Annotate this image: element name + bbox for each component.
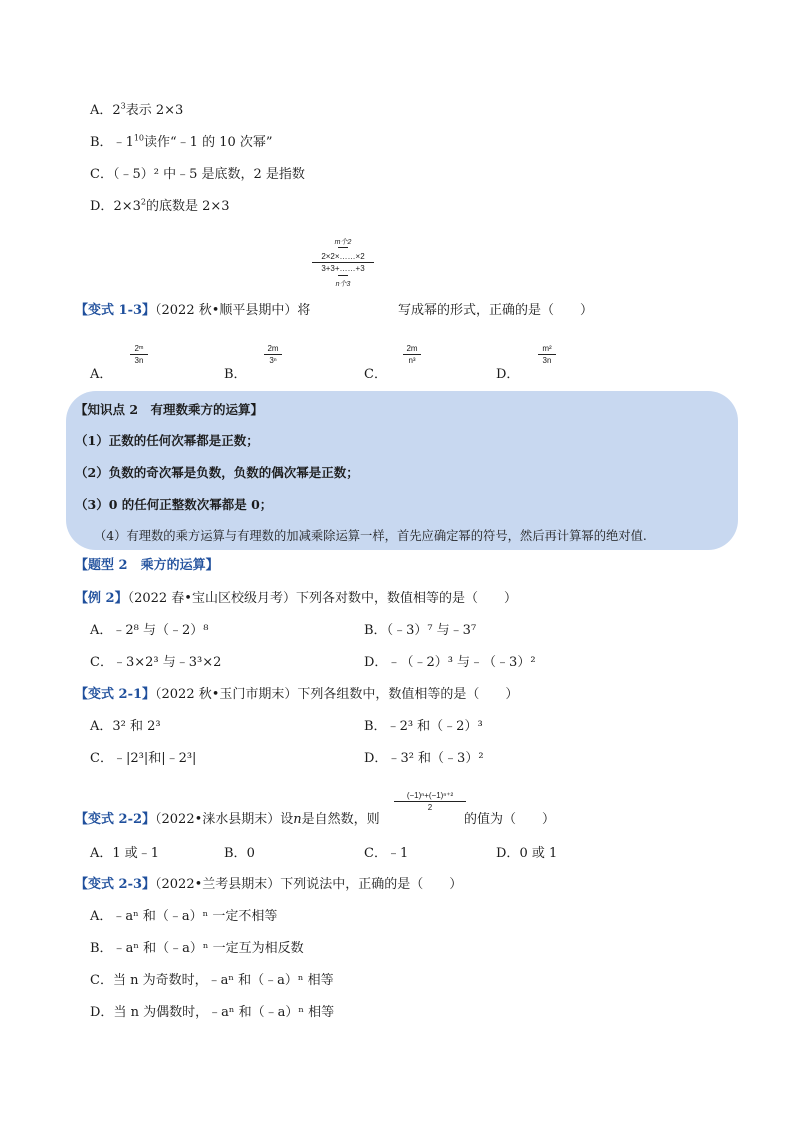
v13-option-c-fraction: 2m n³ xyxy=(403,344,421,365)
v22-option-b: B．0 xyxy=(224,846,255,861)
v13-option-d-fraction: m² 3n xyxy=(538,344,556,365)
ex2-option-a: A．﹣2⁸ 与（﹣2）⁸ xyxy=(90,623,209,638)
v23-option-c: C．当 n 为奇数时，﹣aⁿ 和（﹣a）ⁿ 相等 xyxy=(90,973,334,988)
v13-option-d-label: D． xyxy=(496,367,520,382)
option-d: D．$2\times 3^2$的底数是 2×3 xyxy=(90,197,230,214)
v21-option-b: B．﹣2³ 和（﹣2）³ xyxy=(364,719,483,734)
knowledge-box xyxy=(66,391,738,550)
v13-option-a-fraction: 2ᵐ 3n xyxy=(130,344,148,365)
variant-2-2-tail: 的值为（ ） xyxy=(464,812,556,827)
v23-option-d: D．当 n 为偶数时，﹣aⁿ 和（﹣a）ⁿ 相等 xyxy=(90,1005,335,1020)
knowledge-title: 【知识点 2 有理数乘方的运算】 xyxy=(75,402,264,417)
v13-option-c-label: C． xyxy=(364,367,387,382)
variant-2-3-stem: 【变式 2-3】（2022•兰考县期末）下列说法中，正确的是（ ） xyxy=(75,877,463,892)
power-expression: m个2 2×2×……×2 3+3+……+3 n个3 xyxy=(312,238,374,289)
variant-2-1-stem: 【变式 2-1】（2022 秋•玉门市期末）下列各组数中，数值相等的是（ ） xyxy=(75,687,519,702)
ex2-option-b: B．（﹣3）⁷ 与﹣3⁷ xyxy=(364,623,477,638)
knowledge-item-2: （2）负数的奇次幂是负数，负数的偶次幂是正数； xyxy=(75,465,359,480)
example-2-stem: 【例 2】（2022 春•宝山区校级月考）下列各对数中，数值相等的是（ ） xyxy=(75,591,517,606)
ex2-option-c: C．﹣3×2³ 与﹣3³×2 xyxy=(90,655,222,670)
v23-option-a: A．﹣aⁿ 和（﹣a）ⁿ 一定不相等 xyxy=(90,909,278,924)
v13-option-b-label: B． xyxy=(224,367,247,382)
v22-option-c: C．﹣1 xyxy=(364,846,409,861)
v21-option-c: C．﹣|2³|和|﹣2³| xyxy=(90,751,197,766)
variant-1-3-tail: 写成幂的形式，正确的是（ ） xyxy=(398,303,594,318)
knowledge-item-1: （1）正数的任何次幂都是正数； xyxy=(75,433,259,448)
v22-option-a: A．1 或﹣1 xyxy=(90,846,160,861)
ex2-option-d: D．﹣（﹣2）³ 与﹣（﹣3）² xyxy=(364,655,536,670)
parity-fraction: (−1)ⁿ+(−1)ⁿ⁺² 2 xyxy=(394,791,466,812)
v21-option-d: D．﹣3² 和（﹣3）² xyxy=(364,751,484,766)
v13-option-b-fraction: 2m 3ⁿ xyxy=(264,344,282,365)
option-b: B．$﹣1^{10}$读作“﹣1 的 10 次幂” xyxy=(90,133,273,150)
v21-option-a: A．3² 和 2³ xyxy=(90,719,161,734)
topic-heading: 【题型 2 乘方的运算】 xyxy=(75,558,219,573)
knowledge-item-4: （4）有理数的乘方运算与有理数的加减乘除运算一样，首先应确定幂的符号，然后再计算幂的绝对值. xyxy=(94,529,647,543)
variant-1-3-stem: 【变式 1-3】（2022 秋•顺平县期中）将 xyxy=(75,303,311,318)
option-c: C．（﹣5）² 中﹣5 是底数，2 是指数 xyxy=(90,167,305,182)
variant-2-2-stem: 【变式 2-2】（2022•涞水县期末）设n是自然数，则 xyxy=(75,812,380,827)
v23-option-b: B．﹣aⁿ 和（﹣a）ⁿ 一定互为相反数 xyxy=(90,941,304,956)
v13-option-a-label: A． xyxy=(90,367,113,382)
option-a: A．$2^3$表示 2×3 xyxy=(90,101,184,118)
knowledge-item-3: （3）0 的任何正整数次幂都是 0； xyxy=(75,497,273,512)
v22-option-d: D．0 或 1 xyxy=(496,846,558,861)
